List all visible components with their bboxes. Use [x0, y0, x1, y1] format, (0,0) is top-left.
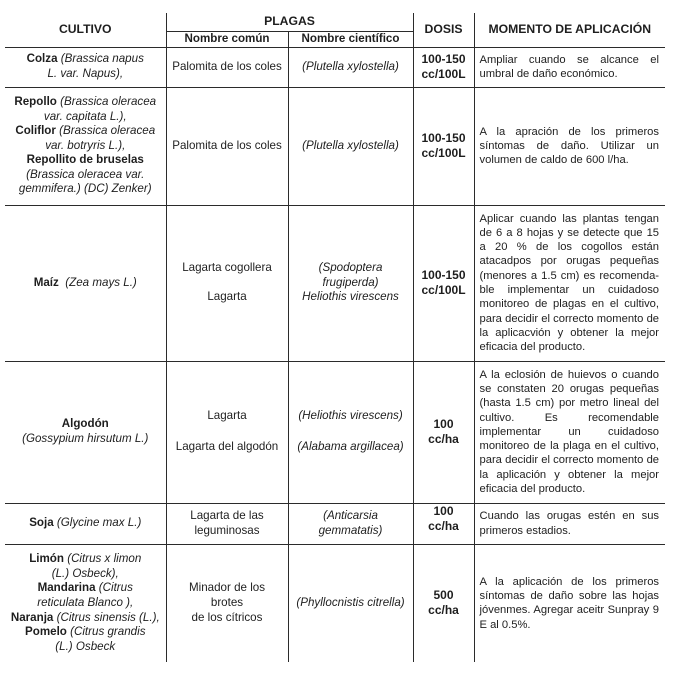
pest-common-name: Lagarta — [207, 409, 247, 423]
dosis-cell — [413, 47, 474, 87]
header-nombre-cientifico: Nombre científico — [288, 31, 413, 47]
crop-name: Colza — [26, 52, 58, 66]
crop-scientific: (Glycine max L.) — [56, 516, 142, 530]
crop-name: Limón — [29, 552, 64, 566]
crop-scientific: L. var. Napus), — [47, 67, 124, 80]
crop-scientific: var. botryris L.), — [45, 138, 126, 152]
crop-name: Repollo — [14, 94, 57, 108]
nombre-comun-cell — [166, 361, 288, 503]
crop-name: Maíz — [33, 275, 59, 289]
dosis-value: 100 — [433, 503, 454, 518]
header-row — [5, 13, 665, 31]
pest-scientific-name: (Anticarsia — [323, 508, 378, 522]
nombre-comun-cell — [166, 205, 288, 361]
crop-scientific: (Brassica oleracea var. — [26, 167, 145, 181]
crop-scientific: (Gossypium hirsutum L.) — [22, 432, 149, 445]
dosis-value: 500 — [433, 588, 454, 603]
table-row — [5, 544, 665, 662]
pest-scientific-name: (Heliothis virescens) — [298, 409, 403, 423]
crop-scientific: (L.) Osbeck — [55, 639, 116, 653]
nombre-cientifico-cell: (Phyllocnistis citrella) — [288, 544, 413, 662]
cultivo-cell — [5, 47, 166, 87]
crop-name: Coliflor — [15, 124, 56, 138]
nombre-cientifico-cell — [288, 205, 413, 361]
table-row — [5, 47, 665, 87]
pest-common-name: leguminosas — [194, 523, 260, 537]
crop-scientific: (Brassica oleracea — [60, 94, 157, 108]
dosis-unit: cc/ha — [428, 603, 459, 618]
cultivo-cell — [5, 361, 166, 503]
dosis-cell — [413, 503, 474, 544]
pest-scientific-name: Heliothis virescens — [302, 290, 399, 304]
dosis-unit: cc/ha — [428, 518, 459, 533]
dosis-unit: cc/ha — [428, 432, 459, 446]
crop-scientific: (Brassica napus — [60, 52, 144, 66]
crop-name: Mandarina — [37, 581, 96, 595]
nombre-cientifico-cell — [288, 361, 413, 503]
momento-cell: A la eclosión de huievos o cuando se constaten 20 orugas pequeñas (hasta 1.5 cm) por metro lineal del cultivo. Es recomendable implementar un cuidadoso monitoreo de la plaga en el cultivo, para decidir el correcto momento de la aplicación y obtener la mejor eficacia del producto. — [474, 361, 665, 503]
crop-scientific: gemmifera.) (DC) Zenker) — [18, 182, 152, 196]
header-plagas: PLAGAS — [166, 13, 413, 31]
crop-scientific: var. capitata L.), — [43, 109, 127, 123]
nombre-comun-cell — [166, 544, 288, 662]
dosis-cell — [413, 361, 474, 503]
pest-scientific-name: (Alabama argillacea) — [297, 440, 404, 453]
dosis-unit: cc/100L — [421, 283, 466, 297]
crop-scientific: reticulata Blanco ), — [37, 595, 134, 609]
header-cultivo: CULTIVO — [5, 13, 166, 47]
nombre-cientifico-cell — [288, 503, 413, 544]
pest-common-name: Lagarta — [207, 290, 247, 303]
crop-name: Naranja — [10, 610, 54, 624]
crop-scientific: (Citrus — [98, 581, 133, 595]
pest-common-name: de los cítricos — [191, 610, 263, 624]
nombre-comun-cell — [166, 503, 288, 544]
nombre-cientifico-cell: (Plutella xylostella) — [288, 47, 413, 87]
header-dosis: DOSIS — [413, 13, 474, 47]
dosis-unit: cc/100L — [421, 67, 466, 81]
dosis-cell — [413, 544, 474, 662]
momento-cell: Aplicar cuando las plantas tengan de 6 a 8 hojas y se detecte que 15 a 20 % de los cogollos están atacadpos por orugas pequeñas (menores a 1.5 cm) es recomenda-ble implementar un cuidadoso monitoreo de plagas en el cultivo, para decidir el correcto momento de la aplicacvión y obtener la mejor eficacia del producto. — [474, 205, 665, 361]
nombre-comun-cell: Palomita de los coles — [166, 47, 288, 87]
pest-scientific-name: gemmatatis) — [318, 523, 383, 537]
momento-cell: Cuando las orugas estén en sus primeros estadios. — [474, 503, 665, 544]
table-row — [5, 205, 665, 361]
momento-cell: Ampliar cuando se alcance el umbral de daño económico. — [474, 47, 665, 87]
header-nombre-comun: Nombre común — [166, 31, 288, 47]
cultivo-cell — [5, 87, 166, 205]
dosis-value: 100-150 — [421, 268, 466, 282]
nombre-cientifico-cell: (Plutella xylostella) — [288, 87, 413, 205]
pest-common-name: Minador de los — [188, 581, 266, 595]
crop-scientific: (Citrus grandis — [70, 625, 146, 639]
pest-common-name: brotes — [210, 595, 244, 609]
pest-scientific-name: frugiperda) — [322, 275, 379, 289]
pest-scientific-name: (Spodoptera — [318, 261, 383, 275]
header-momento: MOMENTO DE APLICACIÓN — [474, 13, 665, 47]
dosis-cell — [413, 87, 474, 205]
cultivo-cell — [5, 205, 166, 361]
crop-name: Soja — [29, 516, 54, 530]
pest-common-name: Lagarta del algodón — [175, 440, 279, 453]
table-row — [5, 361, 665, 503]
crop-scientific: (Citrus sinensis (L.), — [56, 610, 160, 624]
crop-scientific: (L.) Osbeck), — [51, 566, 119, 580]
crop-scientific: (Brassica oleracea — [59, 124, 156, 138]
nombre-comun-cell: Palomita de los coles — [166, 87, 288, 205]
momento-cell: A la aplicación de los primeros síntomas de daño sobre las hojas jóvenmes. Agregar aceitr Sunpray 9 E al 0.5%. — [474, 544, 665, 662]
crop-scientific: (Zea mays L.) — [65, 275, 137, 289]
pest-common-name: Lagarta de las — [190, 508, 264, 522]
table-row — [5, 87, 665, 205]
crop-name: Algodón — [61, 417, 109, 431]
dosis-value: 100-150 — [421, 52, 466, 66]
dosis-unit: cc/100L — [421, 146, 466, 160]
pest-common-name: Lagarta cogollera — [182, 261, 272, 275]
application-table — [5, 13, 665, 662]
crop-name: Repollito de bruselas — [26, 153, 144, 167]
dosis-cell — [413, 205, 474, 361]
cultivo-cell — [5, 544, 166, 662]
crop-scientific: (Citrus x limon — [67, 552, 142, 566]
momento-cell: A la apración de los primeros síntomas de daño. Utilizar un volumen de caldo de 600 l/ha. — [474, 87, 665, 205]
dosis-value: 100 — [433, 417, 454, 431]
table-row — [5, 503, 665, 544]
cultivo-cell — [5, 503, 166, 544]
dosis-value: 100-150 — [421, 131, 466, 145]
crop-name: Pomelo — [25, 625, 67, 639]
